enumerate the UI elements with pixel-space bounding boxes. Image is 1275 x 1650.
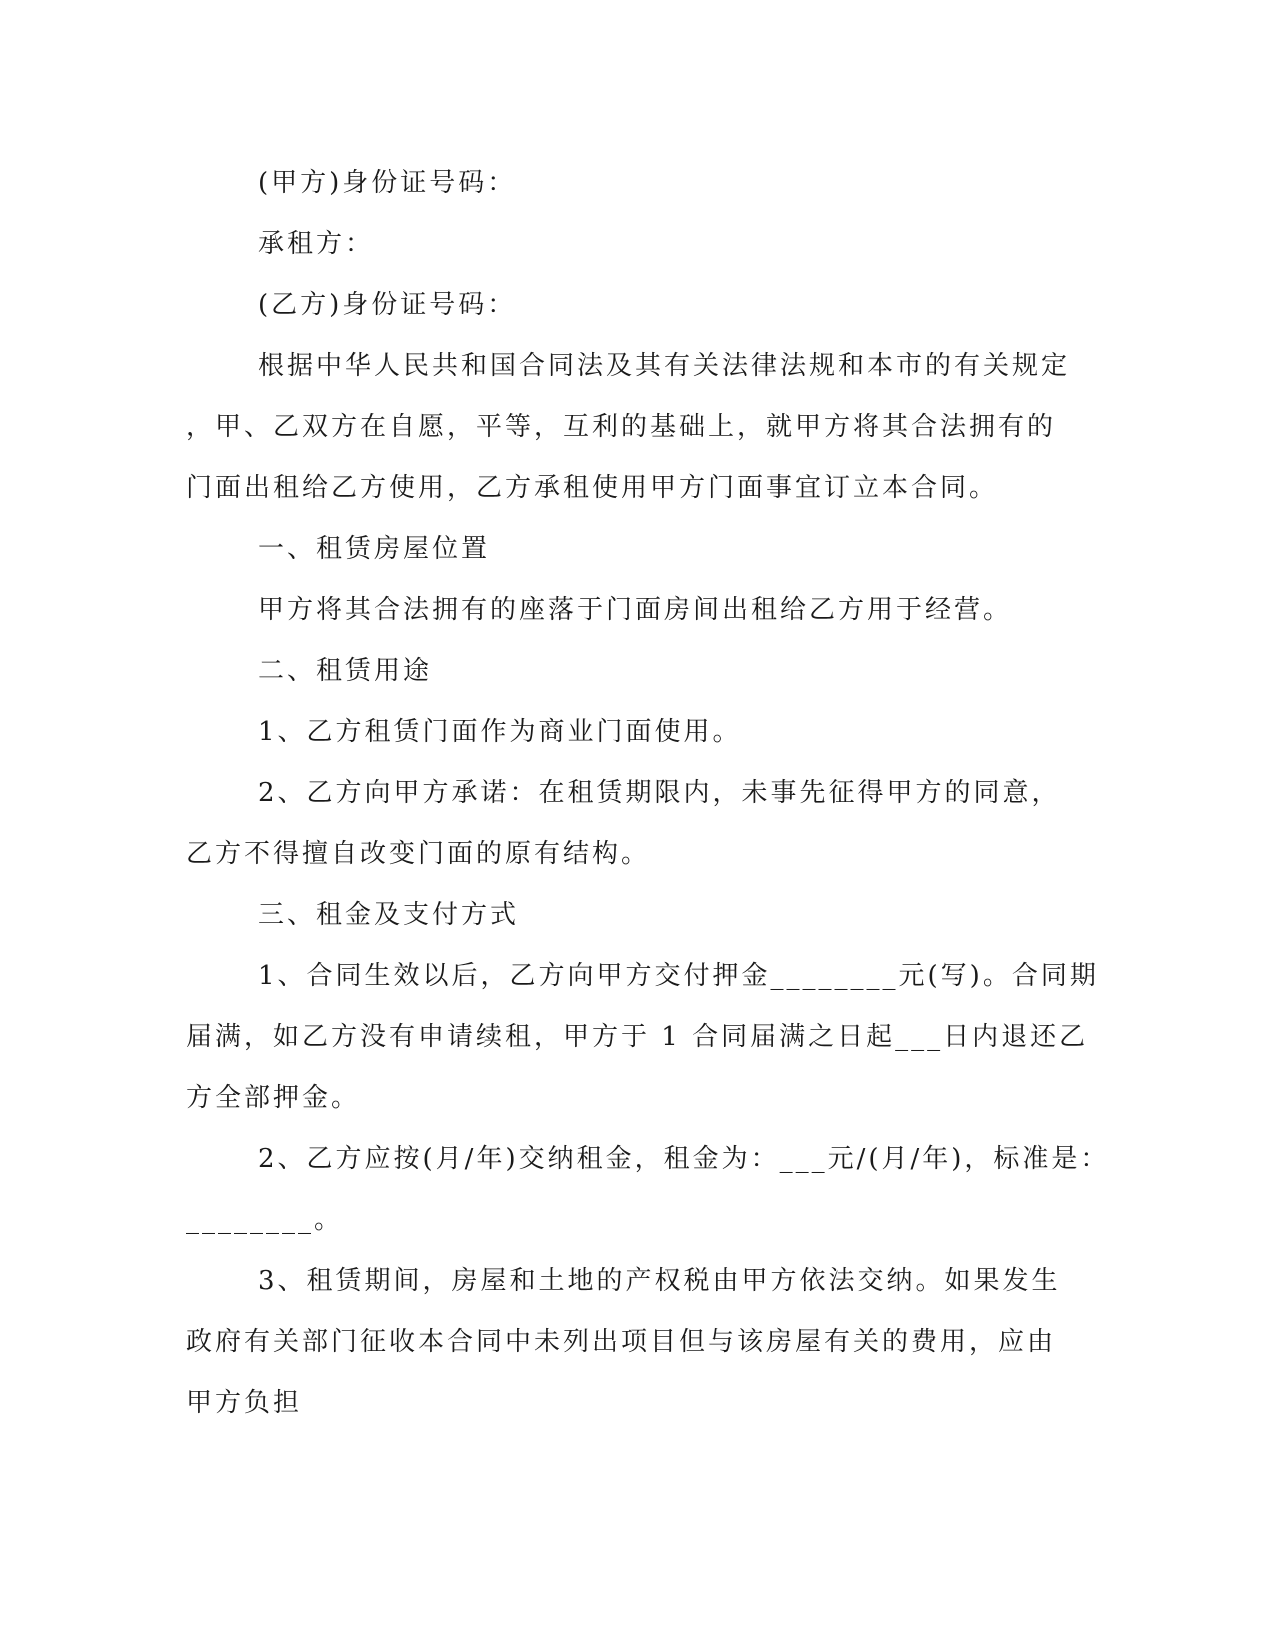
lessee-line bbox=[186, 214, 1066, 275]
rent-clause-1 bbox=[186, 946, 1099, 1129]
text-line: 承租方： bbox=[258, 229, 375, 259]
text-line: 届满，如乙方没有申请续租，甲方于 1 合同届满之日起___日内退还乙 bbox=[186, 1022, 1089, 1052]
text-line: 三、租金及支付方式 bbox=[258, 900, 520, 930]
text-line: 甲方将其合法拥有的座落于门面房间出租给乙方用于经营。 bbox=[258, 595, 1013, 625]
rent-clause-3 bbox=[186, 1251, 1066, 1434]
preamble-paragraph bbox=[186, 336, 1071, 519]
text-line: 甲方负担 bbox=[186, 1388, 303, 1418]
text-line: ________。 bbox=[186, 1205, 344, 1235]
party-a-id-line bbox=[186, 153, 1066, 214]
text-line: 方全部押金。 bbox=[186, 1083, 361, 1113]
section-heading-purpose bbox=[186, 641, 1066, 702]
text-line: 政府有关部门征收本合同中未列出项目但与该房屋有关的费用，应由 bbox=[186, 1327, 1057, 1357]
text-line: 乙方不得擅自改变门面的原有结构。 bbox=[186, 839, 651, 869]
section-heading-rent bbox=[186, 885, 1066, 946]
purpose-clause-1 bbox=[186, 702, 1066, 763]
text-line: (乙方)身份证号码： bbox=[258, 290, 517, 320]
text-line: 3、租赁期间，房屋和土地的产权税由甲方依法交纳。如果发生 bbox=[258, 1266, 1061, 1296]
purpose-clause-2 bbox=[186, 763, 1066, 885]
text-line: 1、乙方租赁门面作为商业门面使用。 bbox=[258, 717, 742, 747]
text-line: 2、乙方向甲方承诺：在租赁期限内，未事先征得甲方的同意， bbox=[258, 778, 1061, 808]
text-line: 2、乙方应按(月/年)交纳租金，租金为：___元/(月/年)，标准是： bbox=[258, 1144, 1110, 1174]
party-b-id-line bbox=[186, 275, 1066, 336]
text-line: (甲方)身份证号码： bbox=[258, 168, 517, 198]
text-line: 根据中华人民共和国合同法及其有关法律法规和本市的有关规定 bbox=[258, 351, 1071, 381]
text-line: 1、合同生效以后，乙方向甲方交付押金________元(写)。合同期 bbox=[258, 961, 1099, 991]
text-line: ，甲、乙双方在自愿，平等，互利的基础上，就甲方将其合法拥有的 bbox=[186, 412, 1057, 442]
text-line: 门面出租给乙方使用，乙方承租使用甲方门面事宜订立本合同。 bbox=[186, 473, 999, 503]
rent-clause-2 bbox=[186, 1129, 1110, 1251]
location-paragraph bbox=[186, 580, 1066, 641]
document-body bbox=[186, 153, 1110, 1434]
text-line: 一、租赁房屋位置 bbox=[258, 534, 491, 564]
section-heading-location bbox=[186, 519, 1066, 580]
text-line: 二、租赁用途 bbox=[258, 656, 433, 686]
